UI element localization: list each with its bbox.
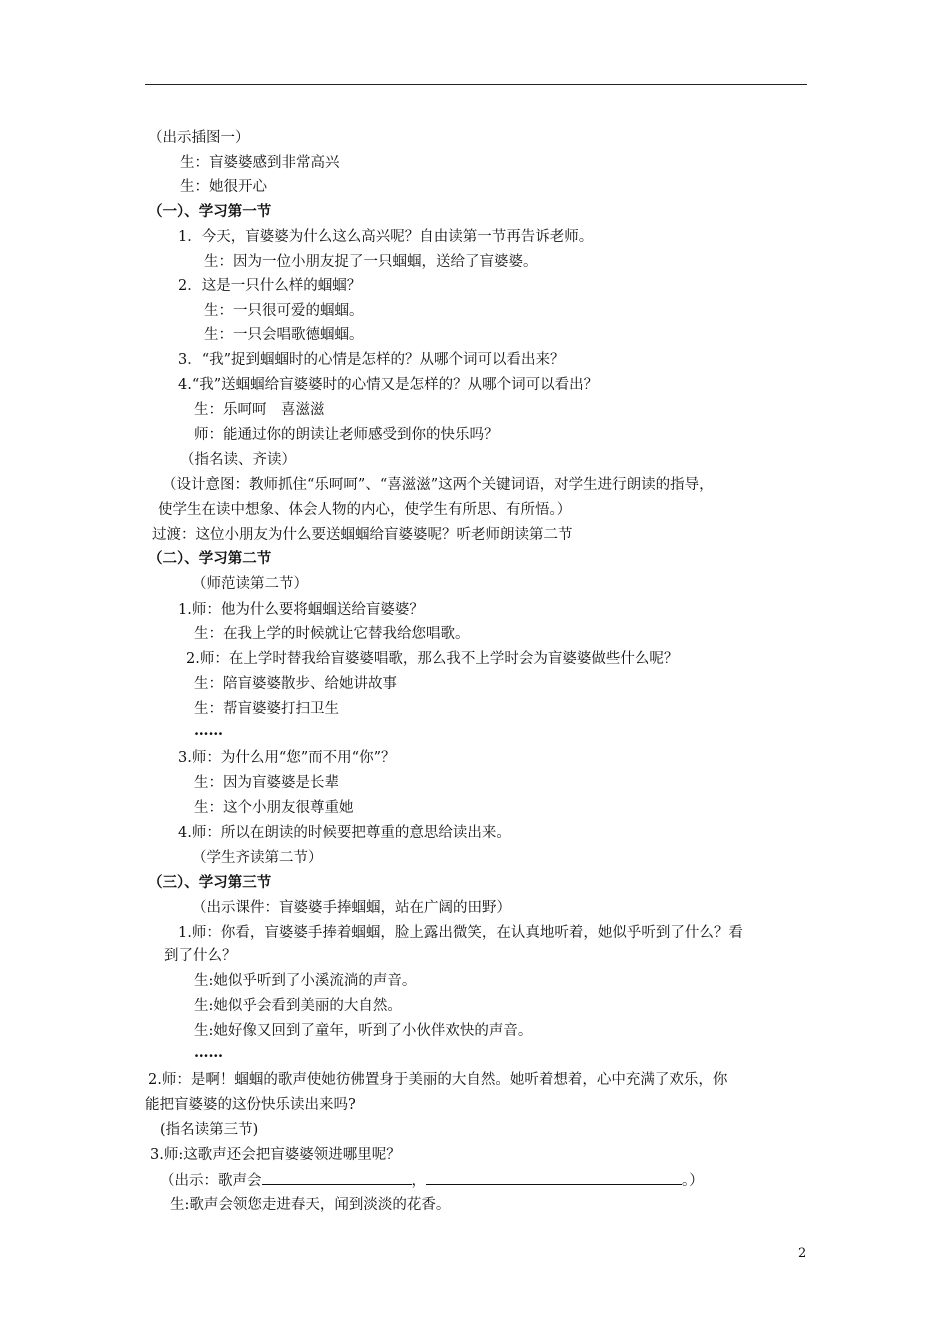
page-number: 2 bbox=[798, 1246, 807, 1261]
text-line: 4.“我”送蝈蝈给盲婆婆时的心情又是怎样的？从哪个词可以看出？ bbox=[178, 377, 599, 393]
text-line: 4.师：所以在朗读的时候要把尊重的意思给读出来。 bbox=[178, 825, 511, 841]
text-line: 2．这是一只什么样的蝈蝈？ bbox=[178, 278, 362, 294]
text-line: 3．“我”捉到蝈蝈时的心情是怎样的？从哪个词可以看出来？ bbox=[178, 352, 565, 368]
text-line: （指名读、齐读） bbox=[180, 452, 296, 468]
header-rule bbox=[145, 84, 807, 85]
text-line: 生：陪盲婆婆散步、给她讲故事 bbox=[194, 676, 397, 692]
blank-field-2 bbox=[426, 1170, 682, 1185]
text-line: 生:她似乎听到了小溪流淌的声音。 bbox=[194, 973, 417, 989]
text-line: 1.师：他为什么要将蝈蝈送给盲婆婆？ bbox=[178, 602, 424, 618]
text-line: 生：一只会唱歌德蝈蝈。 bbox=[204, 327, 364, 343]
text-line: 1.师：你看，盲婆婆手捧着蝈蝈，脸上露出微笑，在认真地听着，她似乎听到了什么？看 bbox=[178, 925, 743, 941]
text-line: 2.师：在上学时替我给盲婆婆唱歌，那么我不上学时会为盲婆婆做些什么呢？ bbox=[186, 651, 679, 667]
text-line: 生：这个小朋友很尊重她 bbox=[194, 800, 354, 816]
text-line: 2.师：是啊！蝈蝈的歌声使她彷佛置身于美丽的大自然。她听着想着，心中充满了欢乐，你 bbox=[148, 1072, 728, 1088]
text-line: （学生齐读第二节） bbox=[192, 850, 323, 866]
ellipsis: …… bbox=[194, 722, 223, 739]
text-line: 1．今天，盲婆婆为什么这么高兴呢？自由读第一节再告诉老师。 bbox=[178, 229, 594, 245]
text-line: 生：在我上学的时候就让它替我给您唱歌。 bbox=[194, 626, 470, 642]
text-line: 生：因为一位小朋友捉了一只蝈蝈，送给了盲婆婆。 bbox=[204, 254, 538, 270]
blank-field-1 bbox=[262, 1170, 412, 1185]
text-line: 生：一只很可爱的蝈蝈。 bbox=[204, 303, 364, 319]
text-line: 到了什么？ bbox=[164, 948, 237, 964]
text-line: 师：能通过你的朗读让老师感受到你的快乐吗？ bbox=[194, 427, 499, 443]
text-line: （设计意图：教师抓住“乐呵呵”、“喜滋滋”这两个关键词语，对学生进行朗读的指导， bbox=[162, 477, 714, 493]
text-line: （出示插图一） bbox=[148, 130, 250, 146]
text-line: 生：她很开心 bbox=[180, 179, 267, 195]
text-line: 生：因为盲婆婆是长辈 bbox=[194, 775, 339, 791]
text-line: （师范读第二节） bbox=[192, 576, 308, 592]
fill-in-prefix: （出示：歌声会 bbox=[160, 1173, 262, 1189]
text-line: 生:她似乎会看到美丽的大自然。 bbox=[194, 998, 402, 1014]
text-line: 3.师：为什么用“您”而不用“你”？ bbox=[178, 750, 396, 766]
text-line: 生:歌声会领您走进春天，闻到淡淡的花香。 bbox=[170, 1197, 451, 1213]
text-line: （出示课件：盲婆婆手捧蝈蝈，站在广阔的田野） bbox=[192, 900, 511, 916]
text-line: 生：帮盲婆婆打扫卫生 bbox=[194, 701, 339, 717]
fill-in-suffix: 。） bbox=[682, 1173, 704, 1189]
text-line: 过渡：这位小朋友为什么要送蝈蝈给盲婆婆呢？听老师朗读第二节 bbox=[152, 527, 573, 543]
fill-in-line bbox=[160, 1170, 704, 1191]
text-line: (指名读第三节) bbox=[160, 1122, 259, 1138]
section-heading: （一）、学习第一节 bbox=[148, 203, 272, 220]
ellipsis: …… bbox=[194, 1044, 223, 1061]
section-heading: （二）、学习第二节 bbox=[148, 550, 272, 567]
fill-in-separator: ， bbox=[411, 1173, 426, 1189]
text-line: 使学生在读中想象、体会人物的内心，使学生有所思、有所悟。） bbox=[158, 502, 572, 518]
text-line: 生：乐呵呵 喜滋滋 bbox=[194, 402, 325, 418]
text-line: 3.师:这歌声还会把盲婆婆领进哪里呢？ bbox=[150, 1147, 401, 1163]
text-line: 能把盲婆婆的这份快乐读出来吗? bbox=[145, 1097, 356, 1113]
text-line: 生:她好像又回到了童年，听到了小伙伴欢快的声音。 bbox=[194, 1023, 533, 1039]
section-heading: （三）、学习第三节 bbox=[148, 874, 272, 891]
text-line: 生：盲婆婆感到非常高兴 bbox=[180, 155, 340, 171]
